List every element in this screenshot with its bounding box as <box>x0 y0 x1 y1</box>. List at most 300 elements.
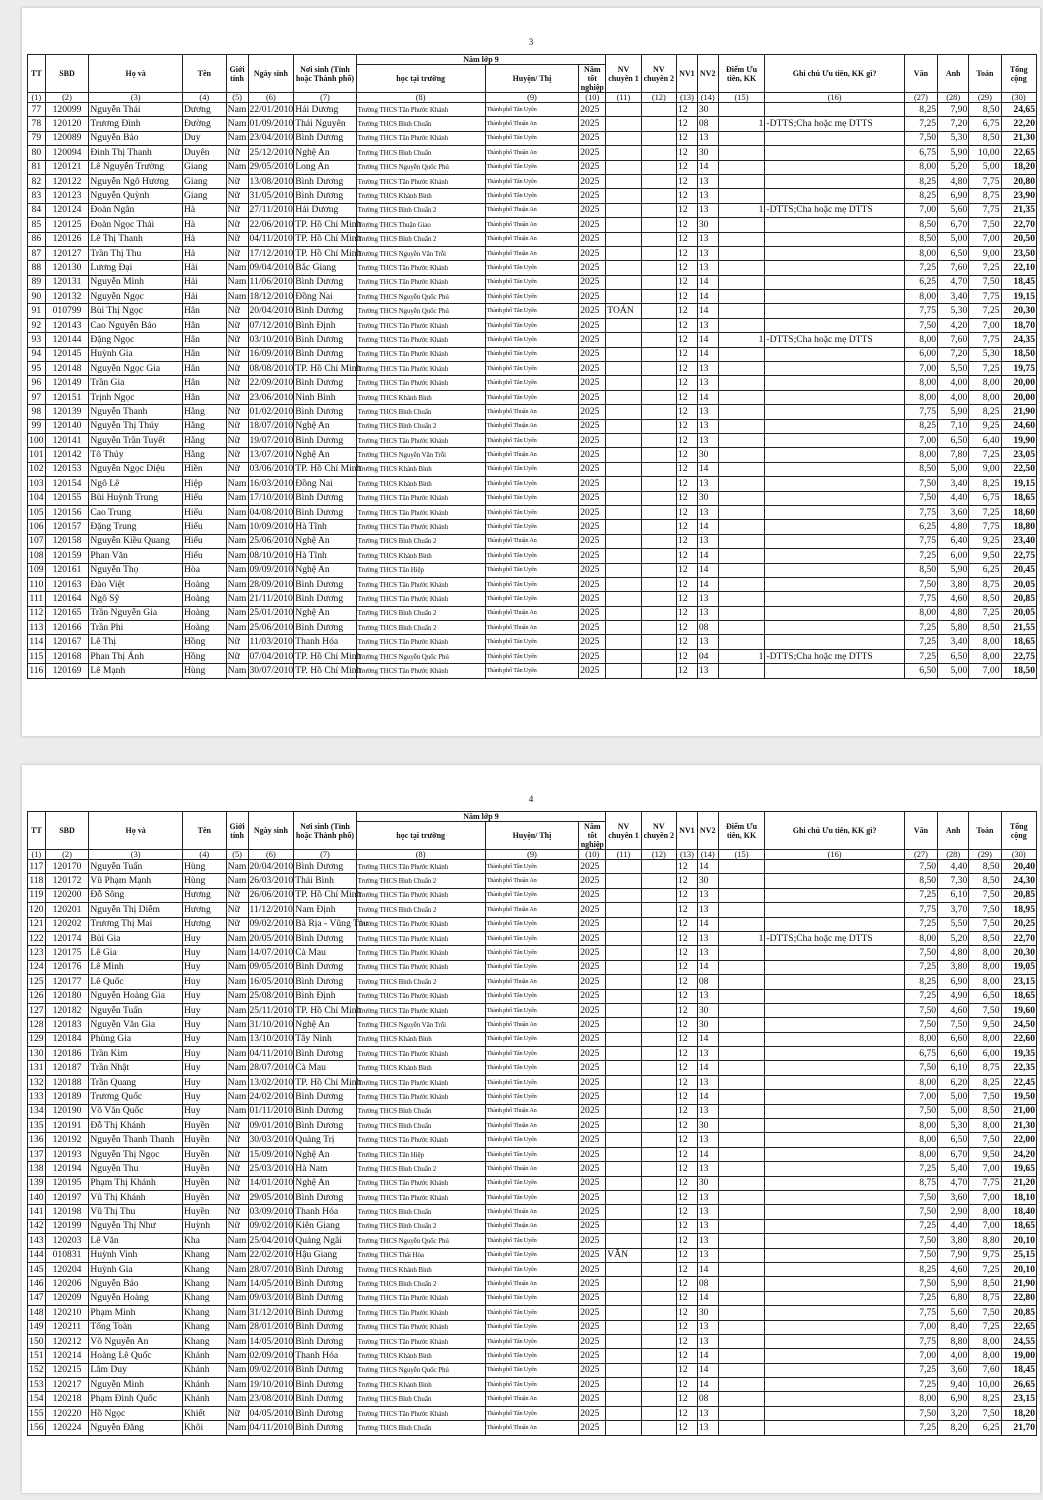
truong-cell: Trường THCS Tân Phước Khánh <box>356 1090 485 1104</box>
gioi-tinh-cell: Nữ <box>226 304 248 318</box>
ghi-chu-cell <box>765 903 904 917</box>
anh-cell: 4,80 <box>938 946 969 960</box>
noi-sinh-cell: TP. Hồ Chí Minh <box>294 246 356 260</box>
ngay-sinh-cell: 13/02/2010 <box>248 1075 294 1089</box>
nv-chuyen1-cell <box>606 160 641 174</box>
van-cell: 7,50 <box>904 1406 937 1420</box>
ghi-chu-cell <box>765 347 904 361</box>
ghi-chu-cell <box>765 577 904 591</box>
nv-chuyen1-cell <box>606 1205 641 1219</box>
diem-uu-tien-cell <box>718 1075 765 1089</box>
toan-cell: 7,00 <box>969 232 1001 246</box>
toan-cell: 7,50 <box>969 917 1001 931</box>
diem-uu-tien-cell: 1 <box>718 333 765 347</box>
diem-uu-tien-cell <box>718 1090 765 1104</box>
ho-cell: Vũ Thị Khánh <box>89 1190 183 1204</box>
nv-chuyen1-cell <box>606 1190 641 1204</box>
anh-cell: 5,30 <box>938 304 969 318</box>
column-number: (29) <box>969 850 1001 860</box>
noi-sinh-cell: TP. Hồ Chí Minh <box>294 232 356 246</box>
gioi-tinh-cell: Nam <box>226 1392 248 1406</box>
sbd-cell: 120224 <box>45 1421 89 1435</box>
noi-sinh-cell: Bình Dương <box>294 333 356 347</box>
header-ho: Họ và <box>89 812 183 850</box>
toan-cell: 8,50 <box>969 592 1001 606</box>
nv1-cell: 12 <box>677 1248 698 1262</box>
header-nam-tot-nghiep: Năm tốt nghiệp <box>580 65 604 92</box>
tt-cell: 81 <box>28 160 46 174</box>
ghi-chu-cell <box>765 975 904 989</box>
ngay-sinh-cell: 09/02/2010 <box>248 1219 294 1233</box>
huyen-cell: Thành phố Tân Uyên <box>485 664 579 678</box>
column-number: (13) <box>677 850 698 860</box>
tt-cell: 143 <box>28 1234 46 1248</box>
nv-chuyen2-cell <box>641 1104 676 1118</box>
truong-cell: Trường THCS Tân Phước Khánh <box>356 1003 485 1017</box>
toan-cell: 7,25 <box>969 362 1001 376</box>
sbd-cell: 120145 <box>45 347 89 361</box>
table-row <box>28 160 1037 174</box>
anh-cell: 7,30 <box>938 874 969 888</box>
tt-cell: 126 <box>28 989 46 1003</box>
header-nvc2: NV chuyên 2 <box>641 812 676 850</box>
nv-chuyen1-cell <box>606 448 641 462</box>
van-cell: 8,50 <box>904 462 937 476</box>
nv-chuyen2-cell <box>641 103 676 117</box>
ghi-chu-cell <box>765 505 904 519</box>
gioi-tinh-cell: Nam <box>226 1061 248 1075</box>
diem-uu-tien-cell <box>718 1334 765 1348</box>
table-row <box>28 1032 1037 1046</box>
gioi-tinh-cell: Nam <box>226 1047 248 1061</box>
nv1-cell: 12 <box>677 577 698 591</box>
nv1-cell: 12 <box>677 232 698 246</box>
nv-chuyen2-cell <box>641 1162 676 1176</box>
column-number: (14) <box>697 93 718 103</box>
huyen-cell: Thành phố Tân Uyên <box>485 860 579 874</box>
ghi-chu-cell <box>765 1291 904 1305</box>
table-row <box>28 1392 1037 1406</box>
huyen-cell: Thành phố Tân Uyên <box>485 946 579 960</box>
header-nv1: NV1 <box>677 55 698 93</box>
column-number-row <box>28 93 1037 103</box>
gioi-tinh-cell: Nam <box>226 1363 248 1377</box>
nv-chuyen1-cell <box>606 333 641 347</box>
tong-cell: 23,15 <box>1001 1392 1037 1406</box>
van-cell: 8,00 <box>904 290 937 304</box>
ngay-sinh-cell: 20/05/2010 <box>248 931 294 945</box>
ten-cell: Hương <box>182 917 226 931</box>
toan-cell: 8,00 <box>969 635 1001 649</box>
ngay-sinh-cell: 09/02/2010 <box>248 917 294 931</box>
nam-tn-cell: 2025 <box>579 1075 606 1089</box>
sbd-cell: 120201 <box>45 903 89 917</box>
noi-sinh-cell: Nghệ An <box>294 606 356 620</box>
tong-cell: 18,20 <box>1001 160 1037 174</box>
sbd-cell: 120094 <box>45 146 89 160</box>
diem-uu-tien-cell <box>718 1205 765 1219</box>
anh-cell: 9,40 <box>938 1378 969 1392</box>
noi-sinh-cell: Kiên Giang <box>294 1219 356 1233</box>
truong-cell: Trường THCS Khánh Bình <box>356 477 485 491</box>
van-cell: 8,00 <box>904 1147 937 1161</box>
huyen-cell: Thành phố Tân Uyên <box>485 505 579 519</box>
nam-tn-cell: 2025 <box>579 1090 606 1104</box>
tt-cell: 82 <box>28 174 46 188</box>
tong-cell: 18,60 <box>1001 505 1037 519</box>
nv-chuyen2-cell <box>641 1378 676 1392</box>
nam-tn-cell: 2025 <box>579 1133 606 1147</box>
diem-uu-tien-cell: 1 <box>718 117 765 131</box>
ngay-sinh-cell: 09/02/2010 <box>248 1363 294 1377</box>
ngay-sinh-cell: 09/04/2010 <box>248 261 294 275</box>
nv-chuyen2-cell <box>641 1363 676 1377</box>
nv-chuyen1-cell <box>606 1349 641 1363</box>
truong-cell: Trường THCS Bình Chuẩn 2 <box>356 1162 485 1176</box>
ngay-sinh-cell: 14/01/2010 <box>248 1176 294 1190</box>
ten-cell: Khang <box>182 1306 226 1320</box>
page-number: 3 <box>528 37 534 47</box>
table-row <box>28 1190 1037 1204</box>
ngay-sinh-cell: 16/03/2010 <box>248 477 294 491</box>
ten-cell: Hà <box>182 246 226 260</box>
table-row <box>28 1334 1037 1348</box>
ho-cell: Hồ Ngọc <box>89 1406 183 1420</box>
header-ten: Tên <box>182 812 226 850</box>
ho-cell: Cao Trung <box>89 505 183 519</box>
noi-sinh-cell: Bình Dương <box>294 131 356 145</box>
nam-tn-cell: 2025 <box>579 1291 606 1305</box>
ten-cell: Giang <box>182 160 226 174</box>
noi-sinh-cell: Bình Dương <box>294 189 356 203</box>
column-number: (13) <box>677 93 698 103</box>
nv2-cell: 30 <box>697 1176 718 1190</box>
ten-cell: Huy <box>182 1018 226 1032</box>
nv2-cell: 13 <box>697 505 718 519</box>
diem-uu-tien-cell <box>718 606 765 620</box>
van-cell: 7,50 <box>904 131 937 145</box>
ten-cell: Huy <box>182 946 226 960</box>
huyen-cell: Thành phố Tân Uyên <box>485 103 579 117</box>
sbd-cell: 120144 <box>45 333 89 347</box>
tt-cell: 145 <box>28 1262 46 1276</box>
truong-cell: Trường THCS Tân Phước Khánh <box>356 520 485 534</box>
nam-tn-cell: 2025 <box>579 592 606 606</box>
gioi-tinh-cell: Nữ <box>226 146 248 160</box>
sbd-cell: 120169 <box>45 664 89 678</box>
nam-tn-cell: 2025 <box>579 131 606 145</box>
toan-cell: 7,25 <box>969 1262 1001 1276</box>
ghi-chu-cell <box>765 635 904 649</box>
nv1-cell: 12 <box>677 917 698 931</box>
nam-tn-cell: 2025 <box>579 448 606 462</box>
nv-chuyen1-cell <box>606 1119 641 1133</box>
nv-chuyen2-cell <box>641 1205 676 1219</box>
ho-cell: Lê Thị <box>89 635 183 649</box>
ten-cell: Hải <box>182 261 226 275</box>
toan-cell: 7,50 <box>969 1406 1001 1420</box>
ho-cell: Phạm Thị Khánh <box>89 1176 183 1190</box>
ghi-chu-cell <box>765 621 904 635</box>
ghi-chu-cell <box>765 874 904 888</box>
nv-chuyen1-cell <box>606 1075 641 1089</box>
truong-cell: Trường THCS Bình Chuẩn 2 <box>356 874 485 888</box>
diem-uu-tien-cell <box>718 261 765 275</box>
truong-cell: Trường THCS Tân Phước Khánh <box>356 333 485 347</box>
nam-tn-cell: 2025 <box>579 1248 606 1262</box>
nv-chuyen2-cell <box>641 1262 676 1276</box>
ghi-chu-cell <box>765 290 904 304</box>
table-row <box>28 592 1037 606</box>
nam-tn-cell: 2025 <box>579 1421 606 1435</box>
table-header <box>28 55 1037 103</box>
ngay-sinh-cell: 19/10/2010 <box>248 1378 294 1392</box>
huyen-cell: Thành phố Tân Uyên <box>485 131 579 145</box>
nv-chuyen1-cell <box>606 318 641 332</box>
ghi-chu-cell <box>765 448 904 462</box>
ten-cell: Khánh <box>182 1363 226 1377</box>
gioi-tinh-cell: Nam <box>226 860 248 874</box>
gioi-tinh-cell: Nữ <box>226 1147 248 1161</box>
truong-cell: Trường THCS Tân Phước Khánh <box>356 491 485 505</box>
sbd-cell: 120158 <box>45 534 89 548</box>
header-sbd: SBD <box>45 812 89 850</box>
noi-sinh-cell: TP. Hồ Chí Minh <box>294 649 356 663</box>
ngay-sinh-cell: 04/08/2010 <box>248 505 294 519</box>
column-number-row <box>28 850 1037 860</box>
ten-cell: Huy <box>182 1047 226 1061</box>
toan-cell: 9,25 <box>969 419 1001 433</box>
sbd-cell: 120124 <box>45 203 89 217</box>
tong-cell: 24,35 <box>1001 333 1037 347</box>
anh-cell: 4,00 <box>938 376 969 390</box>
nv-chuyen2-cell <box>641 491 676 505</box>
anh-cell: 7,90 <box>938 1248 969 1262</box>
gioi-tinh-cell: Nam <box>226 664 248 678</box>
table-row <box>28 1306 1037 1320</box>
truong-cell: Trường THCS Tân Phước Khánh <box>356 592 485 606</box>
nv2-cell: 14 <box>697 520 718 534</box>
nv-chuyen1-cell <box>606 477 641 491</box>
noi-sinh-cell: Quảng Trị <box>294 1133 356 1147</box>
anh-cell: 3,40 <box>938 477 969 491</box>
toan-cell: 8,25 <box>969 477 1001 491</box>
table-row <box>28 1248 1037 1262</box>
nv1-cell: 12 <box>677 1291 698 1305</box>
nam-tn-cell: 2025 <box>579 347 606 361</box>
van-cell: 8,25 <box>904 189 937 203</box>
huyen-cell: Thành phố Thuận An <box>485 232 579 246</box>
noi-sinh-cell: Thanh Hóa <box>294 635 356 649</box>
nv-chuyen2-cell <box>641 1406 676 1420</box>
sbd-cell: 120166 <box>45 621 89 635</box>
nv1-cell: 12 <box>677 606 698 620</box>
huyen-cell: Thành phố Thuận An <box>485 117 579 131</box>
truong-cell: Trường THCS Tân Phước Khánh <box>356 664 485 678</box>
gioi-tinh-cell: Nam <box>226 960 248 974</box>
anh-cell: 4,80 <box>938 606 969 620</box>
toan-cell: 8,75 <box>969 1061 1001 1075</box>
anh-cell: 7,10 <box>938 419 969 433</box>
nam-tn-cell: 2025 <box>579 1190 606 1204</box>
van-cell: 7,50 <box>904 1003 937 1017</box>
anh-cell: 4,40 <box>938 491 969 505</box>
noi-sinh-cell: Cà Mau <box>294 946 356 960</box>
anh-cell: 6,20 <box>938 1075 969 1089</box>
ho-cell: Lương Đại <box>89 261 183 275</box>
ghi-chu-cell <box>765 1334 904 1348</box>
nam-tn-cell: 2025 <box>579 304 606 318</box>
ho-cell: Bùi Thị Ngọc <box>89 304 183 318</box>
nv-chuyen1-cell <box>606 275 641 289</box>
nv-chuyen2-cell <box>641 664 676 678</box>
ngay-sinh-cell: 09/05/2010 <box>248 960 294 974</box>
nv-chuyen1-cell <box>606 491 641 505</box>
gioi-tinh-cell: Nữ <box>226 419 248 433</box>
ten-cell: Huyền <box>182 1133 226 1147</box>
sbd-cell: 120170 <box>45 860 89 874</box>
tt-cell: 99 <box>28 419 46 433</box>
nv-chuyen1-cell: TOÁN <box>606 304 641 318</box>
anh-cell: 5,30 <box>938 131 969 145</box>
ten-cell: Huyền <box>182 1190 226 1204</box>
nam-tn-cell: 2025 <box>579 117 606 131</box>
huyen-cell: Thành phố Tân Uyên <box>485 318 579 332</box>
nv-chuyen2-cell <box>641 1119 676 1133</box>
ho-cell: Nguyễn Bảo <box>89 1277 183 1291</box>
nv2-cell: 13 <box>697 1075 718 1089</box>
diem-uu-tien-cell <box>718 1406 765 1420</box>
nv-chuyen2-cell <box>641 117 676 131</box>
anh-cell: 6,60 <box>938 1032 969 1046</box>
nv-chuyen1-cell <box>606 534 641 548</box>
ho-cell: Nguyễn Minh <box>89 1378 183 1392</box>
ngay-sinh-cell: 26/06/2010 <box>248 888 294 902</box>
diem-uu-tien-cell <box>718 549 765 563</box>
noi-sinh-cell: Long An <box>294 160 356 174</box>
diem-uu-tien-cell <box>718 462 765 476</box>
toan-cell: 8,50 <box>969 1104 1001 1118</box>
truong-cell: Trường THCS Tân Phước Khánh <box>356 860 485 874</box>
ten-cell: Huy <box>182 960 226 974</box>
ho-cell: Ngô Sỹ <box>89 592 183 606</box>
column-number: (30) <box>1001 850 1037 860</box>
van-cell: 7,75 <box>904 592 937 606</box>
nv1-cell: 12 <box>677 1349 698 1363</box>
anh-cell: 3,20 <box>938 1406 969 1420</box>
ho-cell: Trần Nhật <box>89 1061 183 1075</box>
ten-cell: Hân <box>182 347 226 361</box>
diem-uu-tien-cell <box>718 975 765 989</box>
nv1-cell: 12 <box>677 664 698 678</box>
ho-cell: Trương Quốc <box>89 1090 183 1104</box>
tong-cell: 21,30 <box>1001 131 1037 145</box>
nv1-cell: 12 <box>677 649 698 663</box>
noi-sinh-cell: Nghệ An <box>294 146 356 160</box>
nv-chuyen2-cell <box>641 917 676 931</box>
tt-cell: 114 <box>28 635 46 649</box>
nam-tn-cell: 2025 <box>579 491 606 505</box>
nv1-cell: 12 <box>677 275 698 289</box>
van-cell: 8,25 <box>904 174 937 188</box>
gioi-tinh-cell: Nữ <box>226 903 248 917</box>
tong-cell: 18,70 <box>1001 318 1037 332</box>
diem-uu-tien-cell <box>718 1147 765 1161</box>
sbd-cell: 120204 <box>45 1262 89 1276</box>
nv1-cell: 12 <box>677 203 698 217</box>
anh-cell: 4,20 <box>938 318 969 332</box>
ho-cell: Lê Gia <box>89 946 183 960</box>
gioi-tinh-cell: Nam <box>226 975 248 989</box>
toan-cell: 7,60 <box>969 1363 1001 1377</box>
ghi-chu-cell <box>765 232 904 246</box>
ghi-chu-cell: -DTTS;Cha hoặc mẹ DTTS <box>765 203 904 217</box>
noi-sinh-cell: Bà Rịa - Vũng Tàu <box>294 917 356 931</box>
ten-cell: Hân <box>182 304 226 318</box>
gioi-tinh-cell: Nam <box>226 1334 248 1348</box>
toan-cell: 9,00 <box>969 246 1001 260</box>
toan-cell: 8,25 <box>969 405 1001 419</box>
nam-tn-cell: 2025 <box>579 1119 606 1133</box>
ten-cell: Khôi <box>182 1421 226 1435</box>
gioi-tinh-cell: Nữ <box>226 318 248 332</box>
tt-cell: 91 <box>28 304 46 318</box>
tt-cell: 131 <box>28 1061 46 1075</box>
tong-cell: 20,05 <box>1001 606 1037 620</box>
diem-uu-tien-cell <box>718 174 765 188</box>
nv2-cell: 13 <box>697 362 718 376</box>
noi-sinh-cell: Hà Tĩnh <box>294 520 356 534</box>
nv-chuyen1-cell <box>606 1378 641 1392</box>
ngay-sinh-cell: 28/01/2010 <box>248 1320 294 1334</box>
truong-cell: Trường THCS Khánh Bình <box>356 1349 485 1363</box>
nv2-cell: 13 <box>697 376 718 390</box>
diem-uu-tien-cell <box>718 1104 765 1118</box>
van-cell: 8,00 <box>904 1133 937 1147</box>
column-number: (9) <box>485 850 579 860</box>
nv2-cell: 14 <box>697 390 718 404</box>
noi-sinh-cell: Thái Bình <box>294 874 356 888</box>
nv2-cell: 13 <box>697 635 718 649</box>
nv-chuyen1-cell <box>606 989 641 1003</box>
toan-cell: 8,25 <box>969 1075 1001 1089</box>
tt-cell: 90 <box>28 290 46 304</box>
sbd-cell: 120099 <box>45 103 89 117</box>
nv-chuyen2-cell <box>641 246 676 260</box>
anh-cell: 3,80 <box>938 577 969 591</box>
nv1-cell: 12 <box>677 931 698 945</box>
huyen-cell: Thành phố Tân Uyên <box>485 1090 579 1104</box>
ho-cell: Phạm Đình Quốc <box>89 1392 183 1406</box>
table-row <box>28 1075 1037 1089</box>
nv1-cell: 12 <box>677 117 698 131</box>
sbd-cell: 120186 <box>45 1047 89 1061</box>
anh-cell: 5,90 <box>938 146 969 160</box>
noi-sinh-cell: Bình Dương <box>294 275 356 289</box>
nv-chuyen2-cell <box>641 419 676 433</box>
ho-cell: Trần Quang <box>89 1075 183 1089</box>
gioi-tinh-cell: Nam <box>226 261 248 275</box>
tt-cell: 151 <box>28 1349 46 1363</box>
toan-cell: 9,50 <box>969 1147 1001 1161</box>
anh-cell: 7,60 <box>938 261 969 275</box>
nv-chuyen2-cell <box>641 1018 676 1032</box>
nam-tn-cell: 2025 <box>579 390 606 404</box>
sbd-cell: 120157 <box>45 520 89 534</box>
huyen-cell: Thành phố Thuận An <box>485 534 579 548</box>
nv-chuyen1-cell <box>606 1176 641 1190</box>
van-cell: 8,25 <box>904 419 937 433</box>
